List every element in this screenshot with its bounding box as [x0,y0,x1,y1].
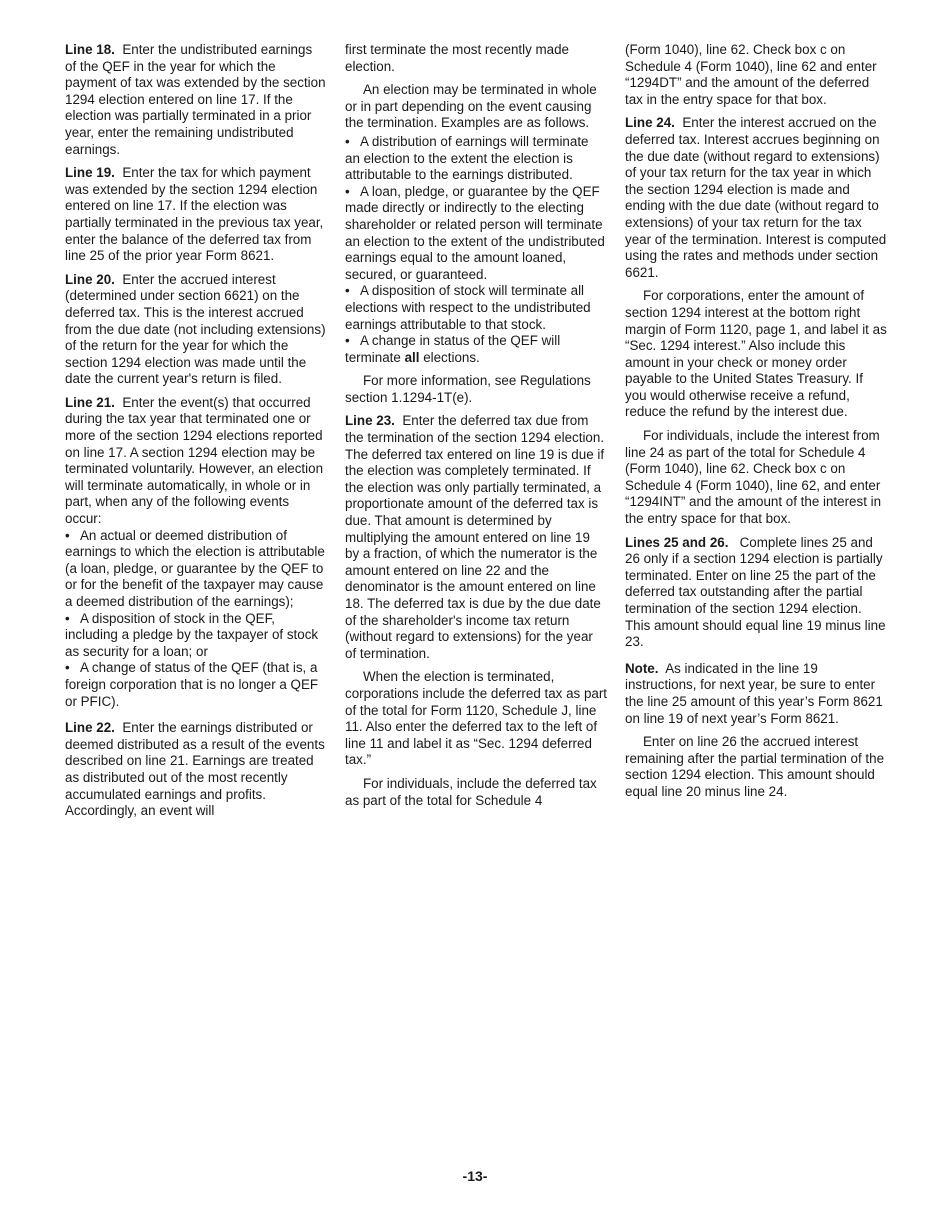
line-20-paragraph [65,272,327,388]
paragraph: An election may be terminated in whole or in part depending on the event causing the termination. Examples are as follows. [345,82,597,131]
line-18-text: Enter the undistributed earnings of the QEF in the year for which the payment of tax was extended by the section 1294 election entered on line 17. If the election was partially terminated in a prior year, enter the remaining undistributed earnings. [65,42,326,157]
line-19-heading: Line 19. [65,165,115,181]
column-1 [65,42,327,827]
paragraph: For individuals, include the interest from line 24 as part of the total for Schedule 4 (Form 1040), line 62. Check box c on Schedule 4 (Form 1040), line 62, and enter “1294INT” and the amount of the interest in the entry space for that box. [625,428,882,527]
line-24-paragraph [625,115,887,281]
continued-text: (Form 1040), line 62. Check box c on Schedule 4 (Form 1040), line 62 and enter “1294DT” and the amount of the deferred tax in the entry space for that box. [625,42,877,107]
line-20-text: Enter the accrued interest (determined under section 6621) on the deferred tax. This is the interest accrued from the due date (not including extensions) of the return for the year for which the section 1294 election was made until the date the current year's return is filed. [65,271,326,387]
list-item: • A loan, pledge, or guarantee by the QEF made directly or indirectly to the electing shareholder or related person will terminate an election to the extent of the undistributed earnings equal to the amount loaned, secured, or guaranteed. [345,183,605,282]
bullet-icon: • [345,283,350,299]
paragraph: For individuals, include the deferred tax as part of the total for Schedule 4 [345,775,597,808]
line-22-heading: Line 22. [65,720,115,736]
line-21-heading: Line 21. [65,394,115,410]
line-21-text: Enter the event(s) that occurred during the tax year that terminated one or more of the section 1294 elections reported on line 17. A section 1294 election may be terminated voluntarily. However, an election will terminate automatically, in whole or in part, when any of the following events occur: [65,394,324,527]
bullet-icon: • [345,133,350,149]
lines-25-26-heading: Lines 25 and 26. [625,534,729,550]
line-23-text: Enter the deferred tax due from the termination of the section 1294 election. The deferred tax entered on line 19 is due if the election was completely terminated. If the election was only partially terminated, a proportionate amount of the deferred tax is due. That amount is determined by multiplying the amount entered on line 19 by a fraction, of which the numerator is the amount entered on line 22 and the denominator is the amount entered on line 18. The deferred tax is due by the due date of the shareholder's income tax return (without regard to extensions) for the year of termination. [345,413,605,661]
note-paragraph [625,661,887,727]
line-23-heading: Line 23. [345,413,395,429]
line-18-paragraph [65,42,327,158]
list-item: • A change of status of the QEF (that is, a foreign corporation that is no longer a QEF or PFIC). [65,660,319,709]
paragraph: Enter on line 26 the accrued interest remaining after the partial termination of the section 1294 election. This amount should equal line 20 minus line 24. [625,734,885,799]
list-item: • A disposition of stock in the QEF, including a pledge by the taxpayer of stock as security for a loan; or [65,610,319,659]
column-3 [625,42,887,808]
list-item: • An actual or deemed distribution of earnings to which the election is attributable (a loan, pledge, or guarantee by the QEF to or for the benefit of the taxpayer may cause a deemed distribution of the earnings); [65,527,325,609]
line-22-text: Enter the earnings distributed or deemed distributed as a result of the events described on line 21. Earnings are treated as distributed out of the most recently accumulated earnings and profits. Accordingly, an event will [65,720,325,819]
line-18-heading: Line 18. [65,42,115,57]
list-item: • A disposition of stock will terminate all elections with respect to the undistributed earnings attributable to that stock. [345,283,591,332]
note-heading: Note. [625,660,659,676]
paragraph: For more information, see Regulations section 1.1294-1T(e). [345,373,591,405]
bullet-icon: • [65,610,70,626]
column-2 [345,42,607,816]
line-23-paragraph [345,413,607,662]
bullet-icon: • [345,183,350,199]
bullet-icon: • [65,527,70,543]
lines-25-26-paragraph [625,535,887,651]
line-22-paragraph [65,720,327,820]
lines-25-26-text: Complete lines 25 and 26 only if a section 1294 election is partially terminated. Enter on line 25 the part of the deferred tax outstanding after the partial termination of the section 1294 election. This amount should equal line 19 minus line 23. [625,534,886,650]
line-21-paragraph [65,395,327,528]
paragraph: For corporations, enter the amount of section 1294 interest at the bottom right margin of Form 1120, page 1, and label it as “Sec. 1294 interest.” Also include this amount in your check or money order payable to the United States Treasury. If you would otherwise receive a refund, reduce the refund by the interest due. [625,288,887,420]
list-item: • A change in status of the QEF will terminate all elections. [345,333,561,365]
paragraph: When the election is terminated, corporations include the deferred tax as part of the total for Form 1120, Schedule J, line 11. Also enter the deferred tax to the left of line 11 and label it as “Sec. 1294 deferred tax.” [345,669,608,768]
line-20-heading: Line 20. [65,271,115,287]
bullet-icon: • [345,333,350,349]
note-text: As indicated in the line 19 instructions, for next year, be sure to enter the line 25 amount of this year’s Form 8621 on line 19 of next year’s Form 8621. [625,660,883,726]
continued-text: first terminate the most recently made election. [345,42,570,74]
bullet-icon: • [65,660,70,676]
page-number: -13- [462,1168,488,1184]
line-19-paragraph [65,165,327,265]
list-item: • A distribution of earnings will terminate an election to the extent the election is attributable to the earnings distributed. [345,133,589,183]
line-24-text: Enter the interest accrued on the deferred tax. Interest accrues beginning on the due date (without regard to extensions) of your tax return for the tax year in which the section 1294 election is made and ending with the due date (without regard to extensions) of your tax return for the tax year of the termination. Interest is computed using the rates and methods under section 6621. [625,115,887,280]
line-24-heading: Line 24. [625,115,675,131]
line-19-text: Enter the tax for which payment was extended by the section 1294 election entered on line 17. If the election was partially terminated in the previous tax year, enter the balance of the deferred tax from line 25 of the prior year Form 8621. [65,165,324,264]
